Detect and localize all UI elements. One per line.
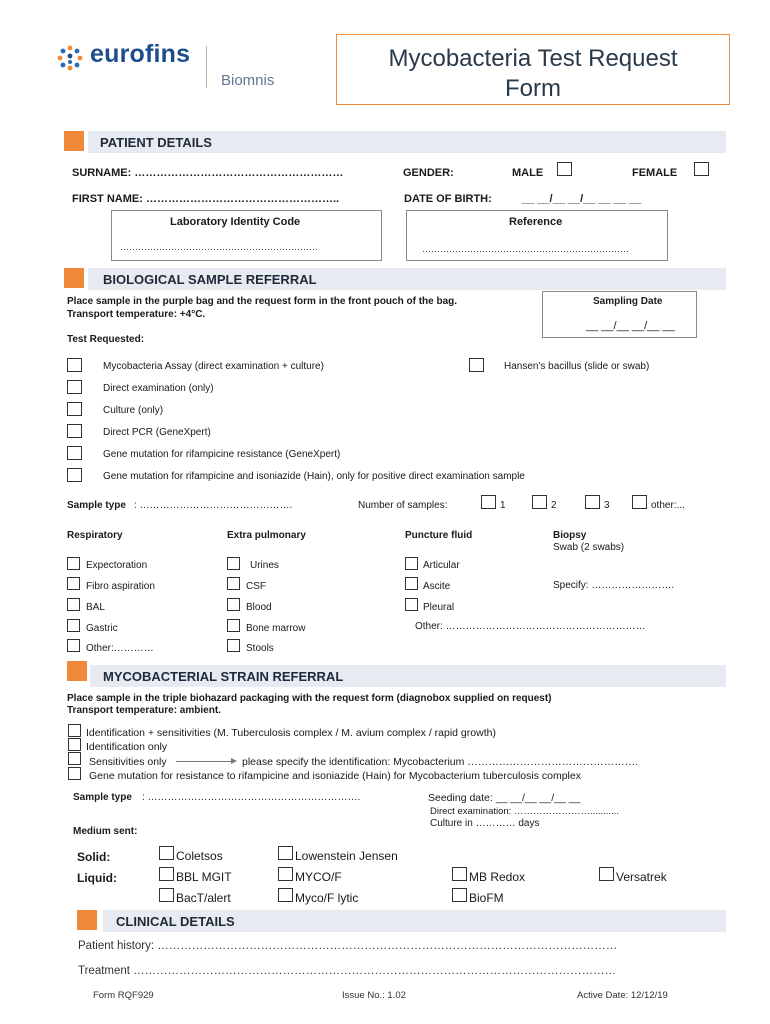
strain-label: Identification only [86,741,168,753]
seeding-date-field[interactable]: Seeding date: __ __/__ __/__ __ [428,792,581,804]
logo-divider [206,46,207,88]
patient-section-title: PATIENT DETAILS [100,135,212,150]
medium-label: Myco/F lytic [295,891,359,905]
strain-label: Sensitivities only [89,756,167,768]
dob-label: DATE OF BIRTH: [404,193,492,205]
test-checkbox[interactable] [67,446,82,460]
eurofins-logo-icon [55,44,85,74]
male-label: MALE [512,167,544,179]
num-samples-checkbox-1[interactable] [481,495,496,509]
form-title-line1: Mycobacteria Test Request [388,45,678,72]
medium-checkbox[interactable] [599,867,614,881]
strain-checkbox[interactable] [68,752,81,765]
medium-label: BacT/alert [176,891,231,905]
medium-checkbox[interactable] [159,888,174,902]
test-checkbox[interactable] [67,402,82,416]
puncture-label: Articular [423,560,460,571]
puncture-checkbox[interactable] [405,577,418,590]
tests-requested-label: Test Requested: [67,334,145,345]
patient-history-field[interactable]: Patient history: ………………………………………………………………………………………………………… [78,940,618,952]
dob-field[interactable]: __ __/__ __/__ __ __ __ [522,193,642,205]
medium-label: BioFM [469,891,504,905]
respiratory-header: Respiratory [67,530,123,541]
medium-label: MYCO/F [295,870,342,884]
resp-checkbox[interactable] [67,598,80,611]
bio-section-title: BIOLOGICAL SAMPLE REFERRAL [103,272,317,287]
strain-checkbox[interactable] [68,738,81,751]
test-label: Mycobacteria Assay (direct examination + culture) [103,361,324,372]
gender-label: GENDER: [403,167,454,179]
extra-label: Blood [246,602,272,613]
solid-label: Solid: [77,850,111,864]
medium-sent-label: Medium sent: [73,826,138,837]
strain-instruction: Place sample in the triple biohazard packaging with the request form (diagnobox supplied on request) [67,693,552,704]
num-samples-option: 1 [500,500,506,511]
reference-label: Reference [509,216,563,228]
resp-checkbox[interactable] [67,577,80,590]
test-label: Culture (only) [103,405,164,416]
section-marker [64,268,84,288]
female-label: FEMALE [632,167,678,179]
test-label: Direct examination (only) [103,383,214,394]
test-checkbox[interactable] [67,358,82,372]
strain-label: Gene mutation for resistance to rifampicine and isoniazide (Hain) for Mycobacterium tuberculosis complex [89,770,581,782]
num-samples-option: other:... [651,500,685,511]
strain-checkbox[interactable] [68,724,81,737]
medium-checkbox[interactable] [452,888,467,902]
test-checkbox[interactable] [67,424,82,438]
hansen-label: Hansen's bacillus (slide or swab) [504,361,650,372]
medium-label: MB Redox [469,870,526,884]
form-title [337,44,729,104]
extra-label: Stools [246,643,274,654]
footer-issue: Issue No.: 1.02 [342,990,406,1001]
extra-label: Urines [250,560,279,571]
culture-days-field[interactable]: Culture in ………… days [430,818,540,829]
extra-checkbox[interactable] [227,577,240,590]
resp-checkbox[interactable] [67,639,80,652]
biopsy-swab-label: Swab (2 swabs) [553,542,625,553]
bio-instruction: Place sample in the purple bag and the request form in the front pouch of the bag. [67,296,458,307]
arrow-right-icon [176,761,232,762]
form-title-box [336,34,730,105]
lab-code-label: Laboratory Identity Code [170,216,301,228]
reference-dots: …………………………………………………………… [422,244,629,254]
extra-checkbox[interactable] [227,639,240,652]
lab-code-dots: ………………………………………………………… [120,242,318,252]
extra-checkbox[interactable] [227,557,240,570]
num-samples-option: 2 [551,500,557,511]
puncture-checkbox[interactable] [405,598,418,611]
section-marker [77,910,97,930]
strain-sample-type-field[interactable]: : ………………………………………………………. [142,792,361,803]
logo-wordmark: eurofins [90,40,191,68]
footer-active-date: Active Date: 12/12/19 [577,990,668,1001]
specify-identification-field[interactable]: please specify the identification: Mycobacterium …………………………………………. [242,756,639,768]
resp-label: Other:………… [86,643,154,654]
strain-checkbox[interactable] [68,767,81,780]
form-title-line2: Form [505,75,561,102]
medium-checkbox[interactable] [159,867,174,881]
test-checkbox[interactable] [67,468,82,482]
section-marker [67,661,87,681]
puncture-other-field[interactable]: Other: …………………………………………………… [415,621,646,632]
resp-checkbox[interactable] [67,619,80,632]
extra-label: CSF [246,581,266,592]
medium-checkbox[interactable] [452,867,467,881]
extra-pulmonary-header: Extra pulmonary [227,530,306,541]
test-checkbox[interactable] [67,380,82,394]
biopsy-header: Biopsy [553,530,587,541]
test-label: Gene mutation for rifampicine and isoniazide (Hain), only for positive direct examination sample [103,471,525,482]
medium-label: Coletsos [176,849,223,863]
strain-label: Identification + sensitivities (M. Tuberculosis complex / M. avium complex / rapid growth) [86,727,496,739]
resp-label: BAL [86,602,105,613]
male-checkbox[interactable] [557,162,572,176]
female-checkbox[interactable] [694,162,709,176]
medium-label: Lowenstein Jensen [295,849,398,863]
puncture-checkbox[interactable] [405,557,418,570]
resp-checkbox[interactable] [67,557,80,570]
resp-label: Fibro aspiration [86,581,155,592]
first-name-field[interactable]: FIRST NAME: …………………………………………….. [72,193,340,205]
strain-transport: Transport temperature: ambient. [67,705,221,716]
sampling-date-label: Sampling Date [593,296,663,307]
direct-exam-field[interactable]: Direct examination: ……………………........... [430,806,619,817]
medium-checkbox[interactable] [159,846,174,860]
num-samples-checkbox-3[interactable] [585,495,600,509]
strain-sample-type-label: Sample type [73,792,132,803]
extra-checkbox[interactable] [227,619,240,632]
bio-transport: Transport temperature: +4°C. [67,309,206,320]
logo-subtitle: Biomnis [221,72,275,89]
num-samples-label: Number of samples: [358,500,448,511]
clinical-section-title: CLINICAL DETAILS [116,914,235,929]
test-label: Direct PCR (GeneXpert) [103,427,211,438]
medium-checkbox[interactable] [278,888,293,902]
hansen-checkbox[interactable] [469,358,484,372]
sample-type-label: Sample type [67,500,126,511]
sampling-date-value: __ __/__ __/__ __ [586,320,675,332]
extra-checkbox[interactable] [227,598,240,611]
resp-label: Gastric [86,623,118,634]
medium-checkbox[interactable] [278,846,293,860]
num-samples-checkbox-other[interactable] [632,495,647,509]
puncture-label: Ascite [423,581,451,592]
num-samples-checkbox-2[interactable] [532,495,547,509]
strain-section-title: MYCOBACTERIAL STRAIN REFERRAL [103,669,344,684]
surname-field[interactable]: SURNAME: ………………………………………………… [72,167,344,179]
section-marker [64,131,84,151]
extra-label: Bone marrow [246,623,306,634]
treatment-field[interactable]: Treatment ……………………………………………………………………………………………………………… [78,965,617,977]
puncture-fluid-header: Puncture fluid [405,530,473,541]
resp-label: Expectoration [86,560,148,571]
num-samples-option: 3 [604,500,610,511]
medium-label: BBL MGIT [176,870,232,884]
medium-checkbox[interactable] [278,867,293,881]
test-label: Gene mutation for rifampicine resistance (GeneXpert) [103,449,341,460]
puncture-label: Pleural [423,602,455,613]
medium-label: Versatrek [616,870,667,884]
liquid-label: Liquid: [77,871,117,885]
biopsy-specify-field[interactable]: Specify: ……………………. [553,580,675,591]
footer-form-id: Form RQF929 [93,990,154,1001]
sample-type-field[interactable]: : ………………………………………. [134,500,293,511]
